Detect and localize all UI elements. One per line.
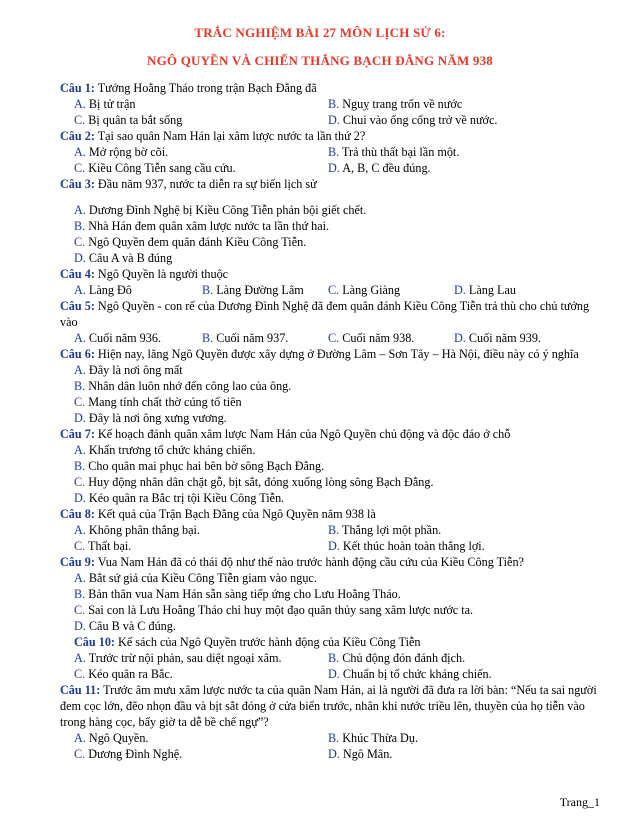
option-d: D. Chuẩn bị tổ chức kháng chiến. [328, 667, 492, 681]
question-number: Câu 11: [60, 683, 101, 697]
option-c: C. Sai con là Lưu Hoằng Tháo chỉ huy một đạo quân thủy sang xâm lược nước ta. [74, 603, 474, 617]
question-text: Vua Nam Hán đã có thái độ như thế nào trước hành động cầu cứu của Kiều Công Tiễn? [97, 555, 524, 569]
option-b: B. Trả thù thất bại lần một. [328, 145, 460, 159]
option-c: C. Ngô Quyền đem quân đánh Kiều Công Tiễn. [74, 235, 307, 249]
option-b: B. Nguỵ trang trốn về nước [328, 97, 463, 111]
option-b: B. Bản thân vua Nam Hán sẵn sàng tiếp ứng cho Lưu Hoằng Tháo. [74, 587, 401, 601]
question-text: Ngô Quyền là người thuộc [97, 267, 229, 281]
option-b: B. Nhân dân luôn nhớ đến công lao của ông. [74, 379, 292, 393]
option-b: B. Cuối năm 937. [202, 331, 289, 345]
option-d: D. A, B, C đều đúng. [328, 161, 431, 175]
question-number: Câu 2: [60, 129, 95, 143]
option-c: C. Làng Giàng [328, 283, 401, 297]
question-text: Tướng Hoằng Tháo trong trận Bạch Đằng đã [97, 81, 317, 95]
option-d: D. Cuối năm 939. [454, 331, 542, 345]
question-number: Câu 1: [60, 81, 95, 95]
option-d: D. Chui vào ống cống trở về nước. [328, 113, 498, 127]
option-b: B. Nhà Hán đem quân xâm lược nước ta lần thứ hai. [74, 219, 330, 233]
question-number: Câu 6: [60, 347, 95, 361]
question-7 [60, 426, 600, 506]
answer-options [60, 96, 600, 128]
question-text: Ngô Quyền - con rể của Dương Đình Nghệ đã đem quân đánh Kiều Công Tiễn trả thù cho chủ tướng vào [60, 299, 590, 329]
question-number: Câu 10: [74, 635, 115, 649]
question-3-options [60, 202, 600, 266]
question-10 [60, 634, 600, 682]
option-c: C. Huy động nhân dân chặt gỗ, bịt sắt, đóng xuống lòng sông Bạch Đằng. [74, 475, 434, 489]
answer-options [60, 570, 600, 634]
option-d: D. Câu B và C đúng. [74, 619, 176, 633]
answer-options [60, 144, 600, 176]
option-a: A. Làng Đô [74, 283, 132, 297]
answer-options [60, 282, 600, 298]
option-a: A. Mở rộng bờ cõi. [74, 145, 169, 159]
option-b: B. Khúc Thừa Dụ. [328, 731, 419, 745]
option-a: A. Không phân thắng bại. [74, 523, 200, 537]
option-c: C. Bị quân ta bắt sống [74, 113, 183, 127]
option-a: A. Cuối năm 936. [74, 331, 162, 345]
question-6 [60, 346, 600, 426]
question-9 [60, 554, 600, 634]
question-number: Câu 9: [60, 555, 95, 569]
question-1 [60, 80, 600, 128]
option-d: D. Đây là nơi ông xưng vương. [74, 411, 227, 425]
question-text: Kết quả của Trận Bạch Đằng của Ngô Quyền năm 938 là [97, 507, 376, 521]
option-d: D. Kết thúc hoàn toàn thắng lợi. [328, 539, 485, 553]
answer-options [60, 522, 600, 554]
question-number: Câu 5: [60, 299, 95, 313]
question-2 [60, 128, 600, 176]
answer-options [60, 202, 600, 266]
option-d: D. Làng Lau [454, 283, 516, 297]
answer-options [60, 442, 600, 506]
answer-options [60, 362, 600, 426]
answer-options [60, 650, 600, 682]
question-5 [60, 298, 600, 346]
option-b: B. Làng Đường Lâm [202, 283, 304, 297]
option-d: D. Ngô Mân. [328, 747, 393, 761]
page-number: Trang_1 [559, 795, 600, 809]
answer-options [60, 730, 600, 762]
question-text: Kế sách của Ngô Quyền trước hành động của Kiều Công Tiễn [118, 635, 421, 649]
question-11 [60, 682, 600, 762]
question-8 [60, 506, 600, 554]
option-a: A. Ngô Quyền. [74, 731, 149, 745]
option-a: A. Bị tử trận [74, 97, 136, 111]
question-text: Kế hoạch đánh quân xâm lược Nam Hán của Ngô Quyền chủ động và độc đáo ở chỗ [97, 427, 511, 441]
option-c: C. Kéo quân ra Bắc. [74, 667, 173, 681]
option-c: C. Cuối năm 938. [328, 331, 415, 345]
question-number: Câu 3: [60, 177, 95, 191]
question-4 [60, 266, 600, 298]
question-text: Trước âm mưu xâm lược nước ta của quân Nam Hán, ai là người đã đưa ra lời bàn: “Nếu ta sai người đem cọc lớn, đẽo nhọn đầu và bịt sắt đóng ở cửa biển trước, nhân khi nước triều lên, thuyền của họ tiễn vào trong hàng cọc, bấy giờ ta dễ bề chế ngự”? [60, 683, 597, 729]
option-a: A. Khẩn trương tổ chức kháng chiến. [74, 443, 256, 457]
question-number: Câu 8: [60, 507, 95, 521]
option-a: A. Đây là nơi ông mất [74, 363, 183, 377]
option-c: C. Dương Đình Nghệ. [74, 747, 183, 761]
question-3 [60, 176, 600, 192]
option-b: B. Chủ động đón đánh địch. [328, 651, 466, 665]
option-a: A. Bắt sứ giả của Kiều Công Tiễn giam vào ngục. [74, 571, 317, 585]
option-d: D. Kéo quân ra Bắc trị tội Kiều Công Tiễn. [74, 491, 285, 505]
option-c: C. Mang tính chất thờ cúng tổ tiên [74, 395, 242, 409]
option-a: A. Trước trừ nội phản, sau diệt ngoại xâm. [74, 651, 282, 665]
option-c: C. Kiều Công Tiễn sang cầu cứu. [74, 161, 236, 175]
question-text: Tại sao quân Nam Hán lại xâm lược nước ta lần thứ 2? [97, 129, 366, 143]
question-number: Câu 7: [60, 427, 95, 441]
answer-options [60, 330, 600, 346]
question-text: Đầu năm 937, nước ta diễn ra sự biến lịch sử [97, 177, 317, 191]
question-text: Hiện nay, lăng Ngô Quyền được xây dựng ở Đường Lâm – Sơn Tây – Hà Nội, điều này có ý nghĩa [97, 347, 579, 361]
option-b: B. Cho quân mai phục hai bên bờ sông Bạch Đằng. [74, 459, 325, 473]
option-d: D. Câu A và B đúng [74, 251, 173, 265]
document-title: TRẮC NGHIỆM BÀI 27 MÔN LỊCH SỬ 6: [194, 25, 446, 40]
document-subtitle: NGÔ QUYỀN VÀ CHIẾN THẮNG BẠCH ĐẰNG NĂM 938 [147, 53, 493, 68]
option-c: C. Thất bại. [74, 539, 132, 553]
option-a: A. Dương Đình Nghệ bị Kiều Công Tiễn phản bội giết chết. [74, 203, 367, 217]
question-number: Câu 4: [60, 267, 95, 281]
question-list [60, 80, 600, 762]
option-b: B. Thắng lợi một phần. [328, 523, 442, 537]
